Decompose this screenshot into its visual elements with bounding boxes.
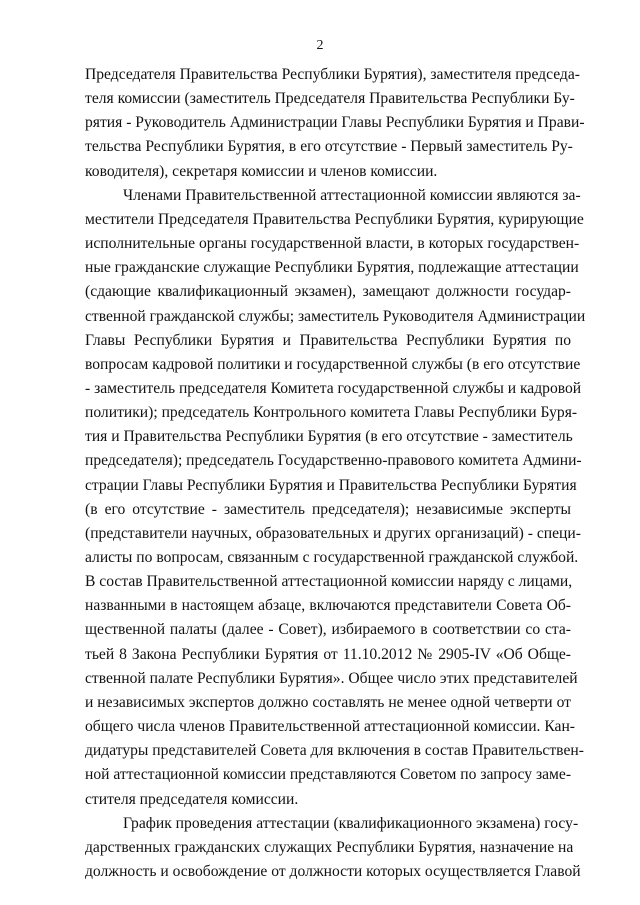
text-line: рятия - Руководитель Администрации Главы Республики Бурятия и Прави-	[85, 114, 585, 131]
text-line: щественной палаты (далее - Совет), избираемого в соответствии со ста-	[85, 621, 571, 638]
text-line: тельства Республики Бурятия, в его отсутствие - Первый заместитель Ру-	[85, 138, 573, 155]
text-line: ководителя), секретаря комиссии и членов комиссии.	[85, 163, 438, 180]
text-line: теля комиссии (заместитель Председателя Правительства Республики Бу-	[85, 90, 575, 107]
text-line: алисты по вопросам, связанным с государственной гражданской службой.	[85, 549, 579, 566]
text-line: Главы Республики Бурятия и Правительства Республики Бурятия по	[85, 332, 571, 349]
text-line: (представители научных, образовательных и других организаций) - специ-	[85, 525, 581, 542]
text-line: местители Председателя Правительства Республики Бурятия, курирующие	[85, 211, 584, 228]
text-line: дарственных гражданских служащих Республики Бурятия, назначение на	[85, 839, 574, 856]
text-line: - заместитель председателя Комитета государственной службы и кадровой	[85, 380, 582, 397]
text-line: Председателя Правительства Республики Бурятия), заместителя председа-	[85, 66, 580, 83]
page-number: 2	[316, 38, 324, 53]
text-line: дидатуры представителей Совета для включения в состав Правительствен-	[85, 742, 584, 759]
text-line: общего числа членов Правительственной аттестационной комиссии. Кан-	[85, 718, 575, 735]
text-line: (в его отсутствие - заместитель председателя); независимые эксперты	[85, 501, 571, 518]
text-line: вопросам кадровой политики и государственной службы (в его отсутствие	[85, 356, 581, 373]
text-line: страции Главы Республики Бурятия и Правительства Республики Бурятия	[85, 477, 577, 494]
text-line: ственной палате Республики Бурятия». Общее число этих представителей	[85, 670, 578, 687]
text-line: ные гражданские служащие Республики Бурятия, подлежащие аттестации	[85, 259, 579, 276]
text-line: ственной гражданской службы; заместитель Руководителя Администрации	[85, 308, 586, 325]
text-line: и независимых экспертов должно составлять не менее одной четверти от	[85, 694, 571, 711]
text-line: ной аттестационной комиссии представляются Советом по запросу заме-	[85, 766, 572, 783]
text-line: названными в настоящем абзаце, включаются представители Совета Об-	[85, 597, 571, 614]
text-line: политики); председатель Контрольного комитета Главы Республики Буря-	[85, 404, 578, 421]
text-line: тьей 8 Закона Республики Бурятия от 11.10.2012 № 2905-IV «Об Обще-	[85, 646, 571, 663]
text-line: председателя); председатель Государственно-правового комитета Админи-	[85, 452, 582, 469]
text-line: (сдающие квалификационный экзамен), замещают должности государ-	[85, 283, 571, 300]
text-line: График проведения аттестации (квалификационного экзамена) госу-	[123, 815, 579, 832]
text-line: Членами Правительственной аттестационной комиссии являются за-	[123, 187, 581, 204]
text-line: В состав Правительственной аттестационной комиссии наряду с лицами,	[85, 573, 573, 590]
text-line: тия и Правительства Республики Бурятия (в его отсутствие - заместитель	[85, 428, 573, 445]
text-line: исполнительные органы государственной власти, в которых государствен-	[85, 235, 580, 252]
text-line: стителя председателя комиссии.	[85, 791, 299, 808]
text-line: должность и освобождение от должности которых осуществляется Главой	[85, 863, 581, 880]
